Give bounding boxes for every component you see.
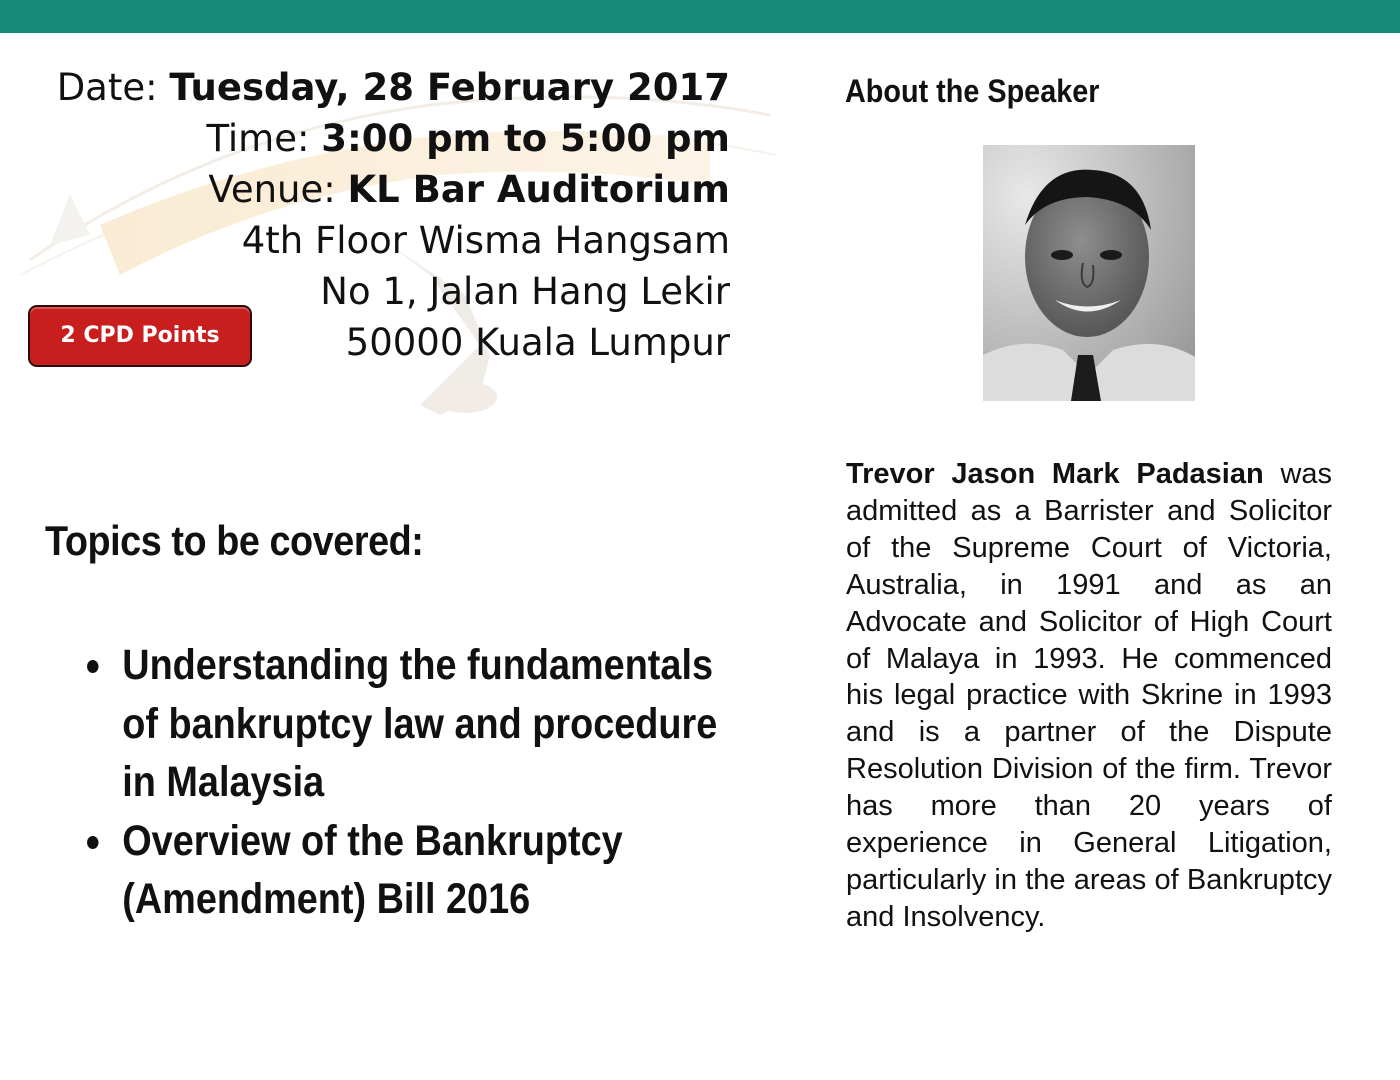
speaker-name: Trevor Jason Mark Padasian bbox=[846, 458, 1264, 490]
event-time: 3:00 pm to 5:00 pm bbox=[321, 117, 730, 160]
topics-list bbox=[80, 636, 840, 929]
topic-item: Overview of the Bankruptcy (Amendment) Bill 2016 bbox=[80, 812, 749, 929]
address-line-1: 4th Floor Wisma Hangsam bbox=[241, 219, 730, 262]
speaker-section-heading: About the Speaker bbox=[845, 73, 1100, 109]
address-line-3: 50000 Kuala Lumpur bbox=[345, 321, 730, 364]
event-venue-line: Venue: KL Bar Auditorium bbox=[208, 168, 730, 211]
topics-heading: Topics to be covered: bbox=[45, 517, 424, 564]
address-line-2: No 1, Jalan Hang Lekir bbox=[320, 270, 730, 313]
speaker-bio-text: was admitted as a Barrister and Solicitor of the Supreme Court of Victoria, Australia, in 1991 and as an Advocate and Solicitor of High Court of Malaya in 1993. He commenced his legal practice with Skrine in 1993 and is a partner of the Dispute Resolution Division of the firm. Trevor has more than 20 years of experience in General Litigation, particularly in the areas of Bankruptcy and Insolvency. bbox=[846, 458, 1333, 933]
event-date: Tuesday, 28 February 2017 bbox=[169, 66, 730, 109]
speaker-bio bbox=[846, 456, 1332, 936]
event-time-line: Time: 3:00 pm to 5:00 pm bbox=[206, 117, 730, 160]
speaker-photo bbox=[983, 145, 1195, 401]
bullet-icon bbox=[87, 660, 98, 673]
bullet-icon bbox=[87, 836, 98, 849]
event-date-line: Date: Tuesday, 28 February 2017 bbox=[56, 66, 730, 109]
top-banner-bar bbox=[0, 0, 1400, 33]
speaker-portrait-image bbox=[983, 145, 1195, 401]
topic-item: Understanding the fundamentals of bankruptcy law and procedure in Malaysia bbox=[80, 636, 749, 812]
cpd-points-badge: 2 CPD Points bbox=[28, 305, 252, 367]
event-venue: KL Bar Auditorium bbox=[347, 168, 730, 211]
